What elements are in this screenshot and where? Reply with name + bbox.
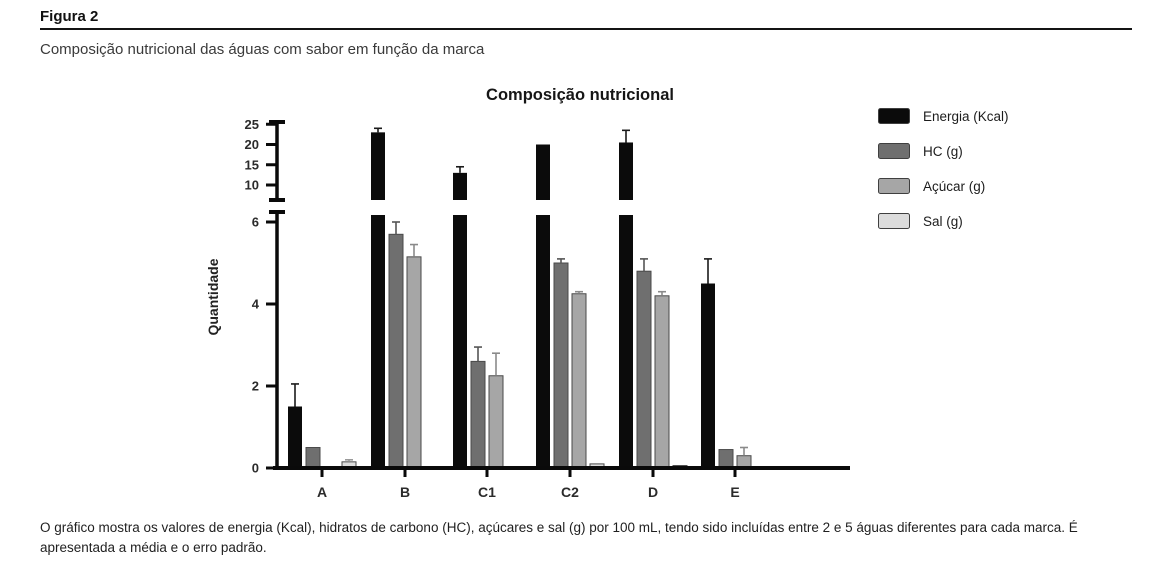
figure-subtitle: Composição nutricional das águas com sabor em função da marca [40,41,485,58]
svg-text:C2: C2 [561,484,579,500]
figure-label: Figura 2 [40,8,99,25]
svg-text:2: 2 [251,378,259,394]
svg-text:25: 25 [244,116,259,132]
svg-text:4: 4 [251,296,259,312]
legend-item-2 [878,178,1009,194]
y-axis-label: Quantidade [205,258,221,336]
legend-label-1: HC (g) [923,143,963,159]
svg-text:D: D [647,484,659,500]
legend-label-3: Sal (g) [923,213,963,229]
svg-text:C1: C1 [478,484,496,500]
figure-caption: O gráfico mostra os valores de energia (Kcal), hidratos de carbono (HC), açúcares e sal (g) por 100 mL, tendo sido incluídas entre 2 e 5 águas diferentes para cada marca. É apresentada a média e o erro padrão. [40,520,1078,556]
legend-swatch-2 [878,178,910,194]
svg-text:20: 20 [244,137,259,152]
svg-text:6: 6 [251,214,259,230]
svg-text:0: 0 [251,460,259,476]
chart-title: Composição nutricional [486,86,674,104]
legend-swatch-0 [878,108,910,124]
svg-text:10: 10 [244,177,259,193]
legend-swatch-1 [878,143,910,159]
legend-item-3 [878,213,1009,229]
legend-label-2: Açúcar (g) [923,178,986,194]
svg-text:E: E [730,484,740,500]
legend-label-0: Energia (Kcal) [923,108,1009,124]
legend-item-0 [878,108,1009,124]
legend [878,108,1009,248]
legend-swatch-3 [878,213,910,229]
svg-text:B: B [399,484,411,500]
legend-item-1 [878,143,1009,159]
svg-text:A: A [316,484,328,500]
svg-text:15: 15 [244,157,259,173]
